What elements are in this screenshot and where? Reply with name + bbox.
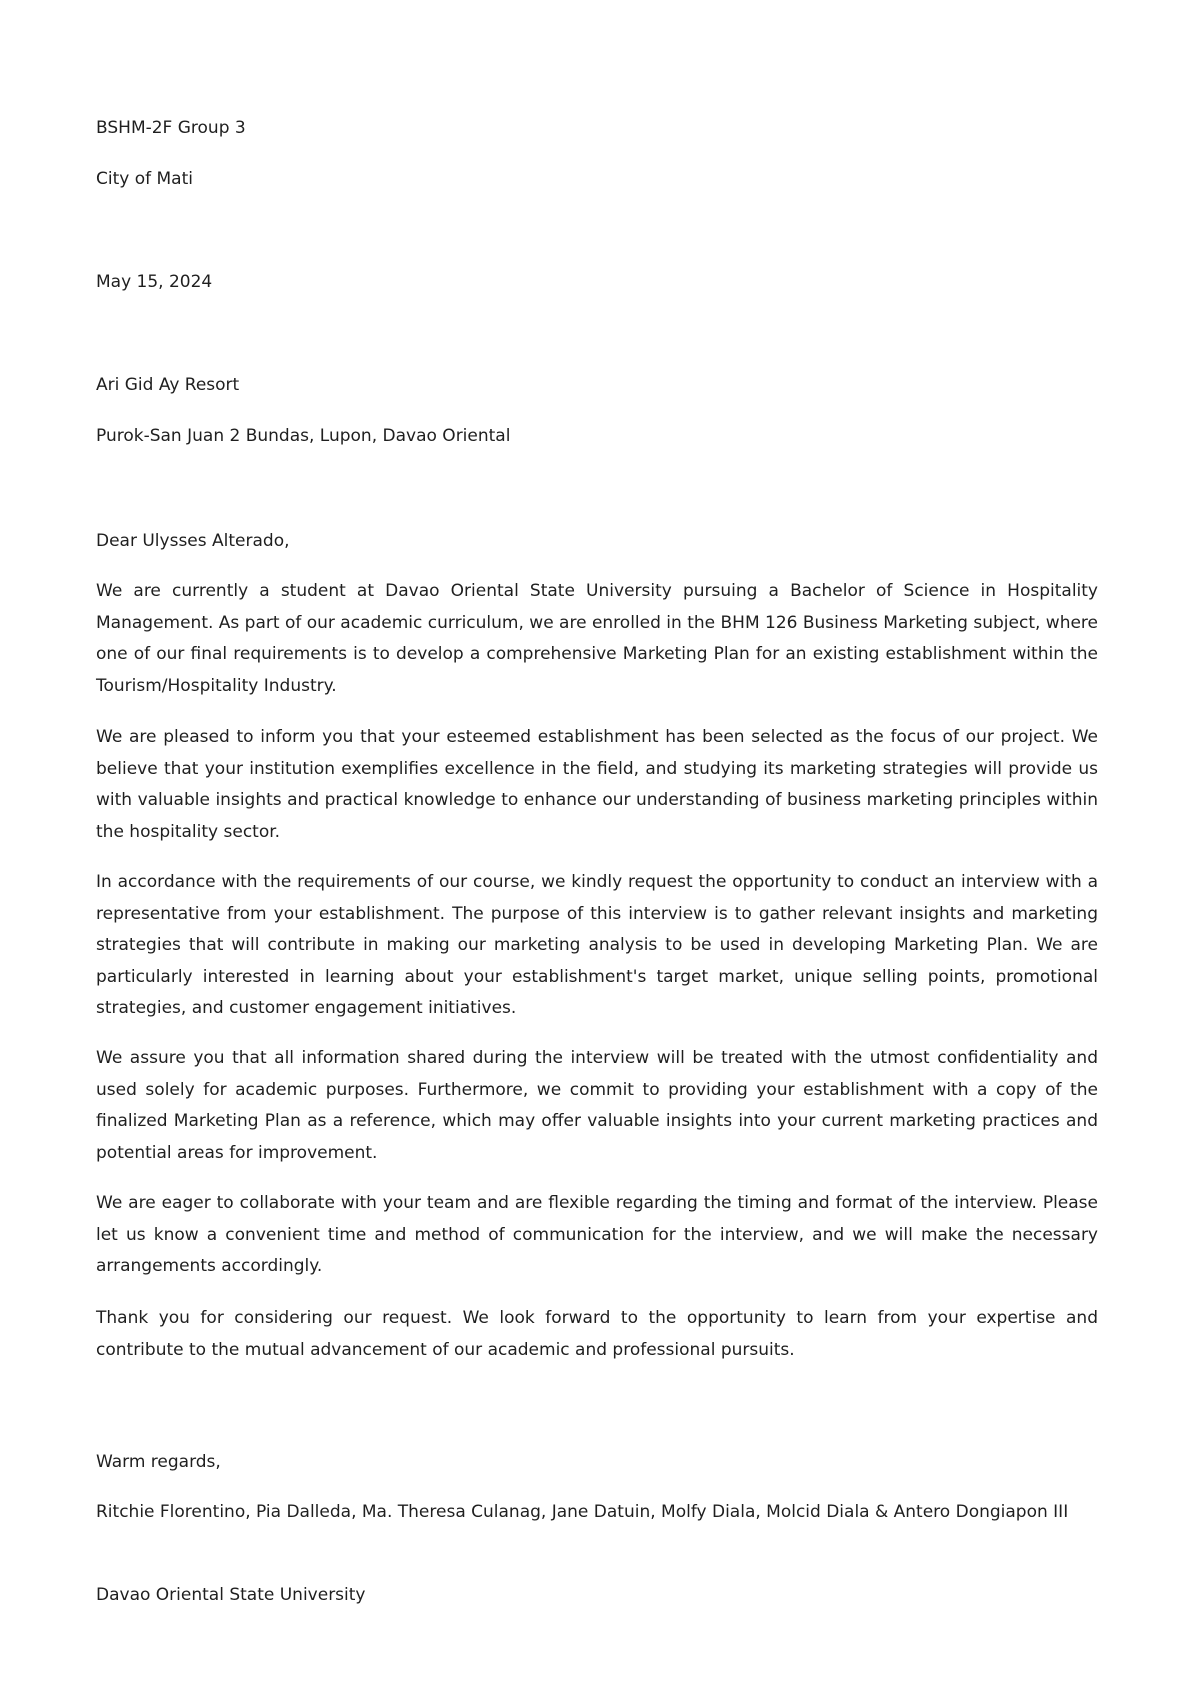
recipient-name: Ari Gid Ay Resort (96, 375, 240, 395)
closing: Warm regards, (96, 1452, 221, 1472)
salutation: Dear Ulysses Alterado, (96, 531, 290, 551)
recipient-address: Purok-San Juan 2 Bundas, Lupon, Davao Oriental (96, 426, 511, 446)
body-paragraph-5: We are eager to collaborate with your team and are flexible regarding the timing and format of the interview. Please let us know a convenient time and method of communication for the interview, and we will make the necessary arrangements accordingly. (96, 1193, 1098, 1276)
letter-date: May 15, 2024 (96, 272, 213, 292)
body-paragraph-6: Thank you for considering our request. We look forward to the opportunity to learn from your expertise and contribute to the mutual advancement of our academic and professional pursuits. (96, 1308, 1098, 1360)
letter-page (96, 0, 1098, 1696)
signatories: Ritchie Florentino, Pia Dalleda, Ma. Theresa Culanag, Jane Datuin, Molfy Diala, Molcid Diala & Antero Dongiapon III (96, 1502, 1069, 1522)
body-paragraph-3: In accordance with the requirements of our course, we kindly request the opportunity to conduct an interview with a representative from your establishment. The purpose of this interview is to gather relevant insights and marketing strategies that will contribute in making our marketing analysis to be used in developing Marketing Plan. We are particularly interested in learning about your establishment's target market, unique selling points, promotional strategies, and customer engagement initiatives. (96, 872, 1098, 1018)
body-paragraph-2: We are pleased to inform you that your esteemed establishment has been selected as the focus of our project. We believe that your institution exemplifies excellence in the field, and studying its marketing strategies will provide us with valuable insights and practical knowledge to enhance our understanding of business marketing principles within the hospitality sector. (96, 727, 1098, 842)
sender-group: BSHM-2F Group 3 (96, 118, 246, 138)
body-paragraph-1: We are currently a student at Davao Oriental State University pursuing a Bachelor of Science in Hospitality Management. As part of our academic curriculum, we are enrolled in the BHM 126 Business Marketing subject, where one of our final requirements is to develop a comprehensive Marketing Plan for an existing establishment within the Tourism/Hospitality Industry. (96, 581, 1099, 696)
institution: Davao Oriental State University (96, 1585, 366, 1605)
sender-city: City of Mati (96, 169, 193, 189)
body-paragraph-4: We assure you that all information shared during the interview will be treated with the utmost confidentiality and used solely for academic purposes. Furthermore, we commit to providing your establishment with a copy of the finalized Marketing Plan as a reference, which may offer valuable insights into your current marketing practices and potential areas for improvement. (96, 1048, 1098, 1163)
